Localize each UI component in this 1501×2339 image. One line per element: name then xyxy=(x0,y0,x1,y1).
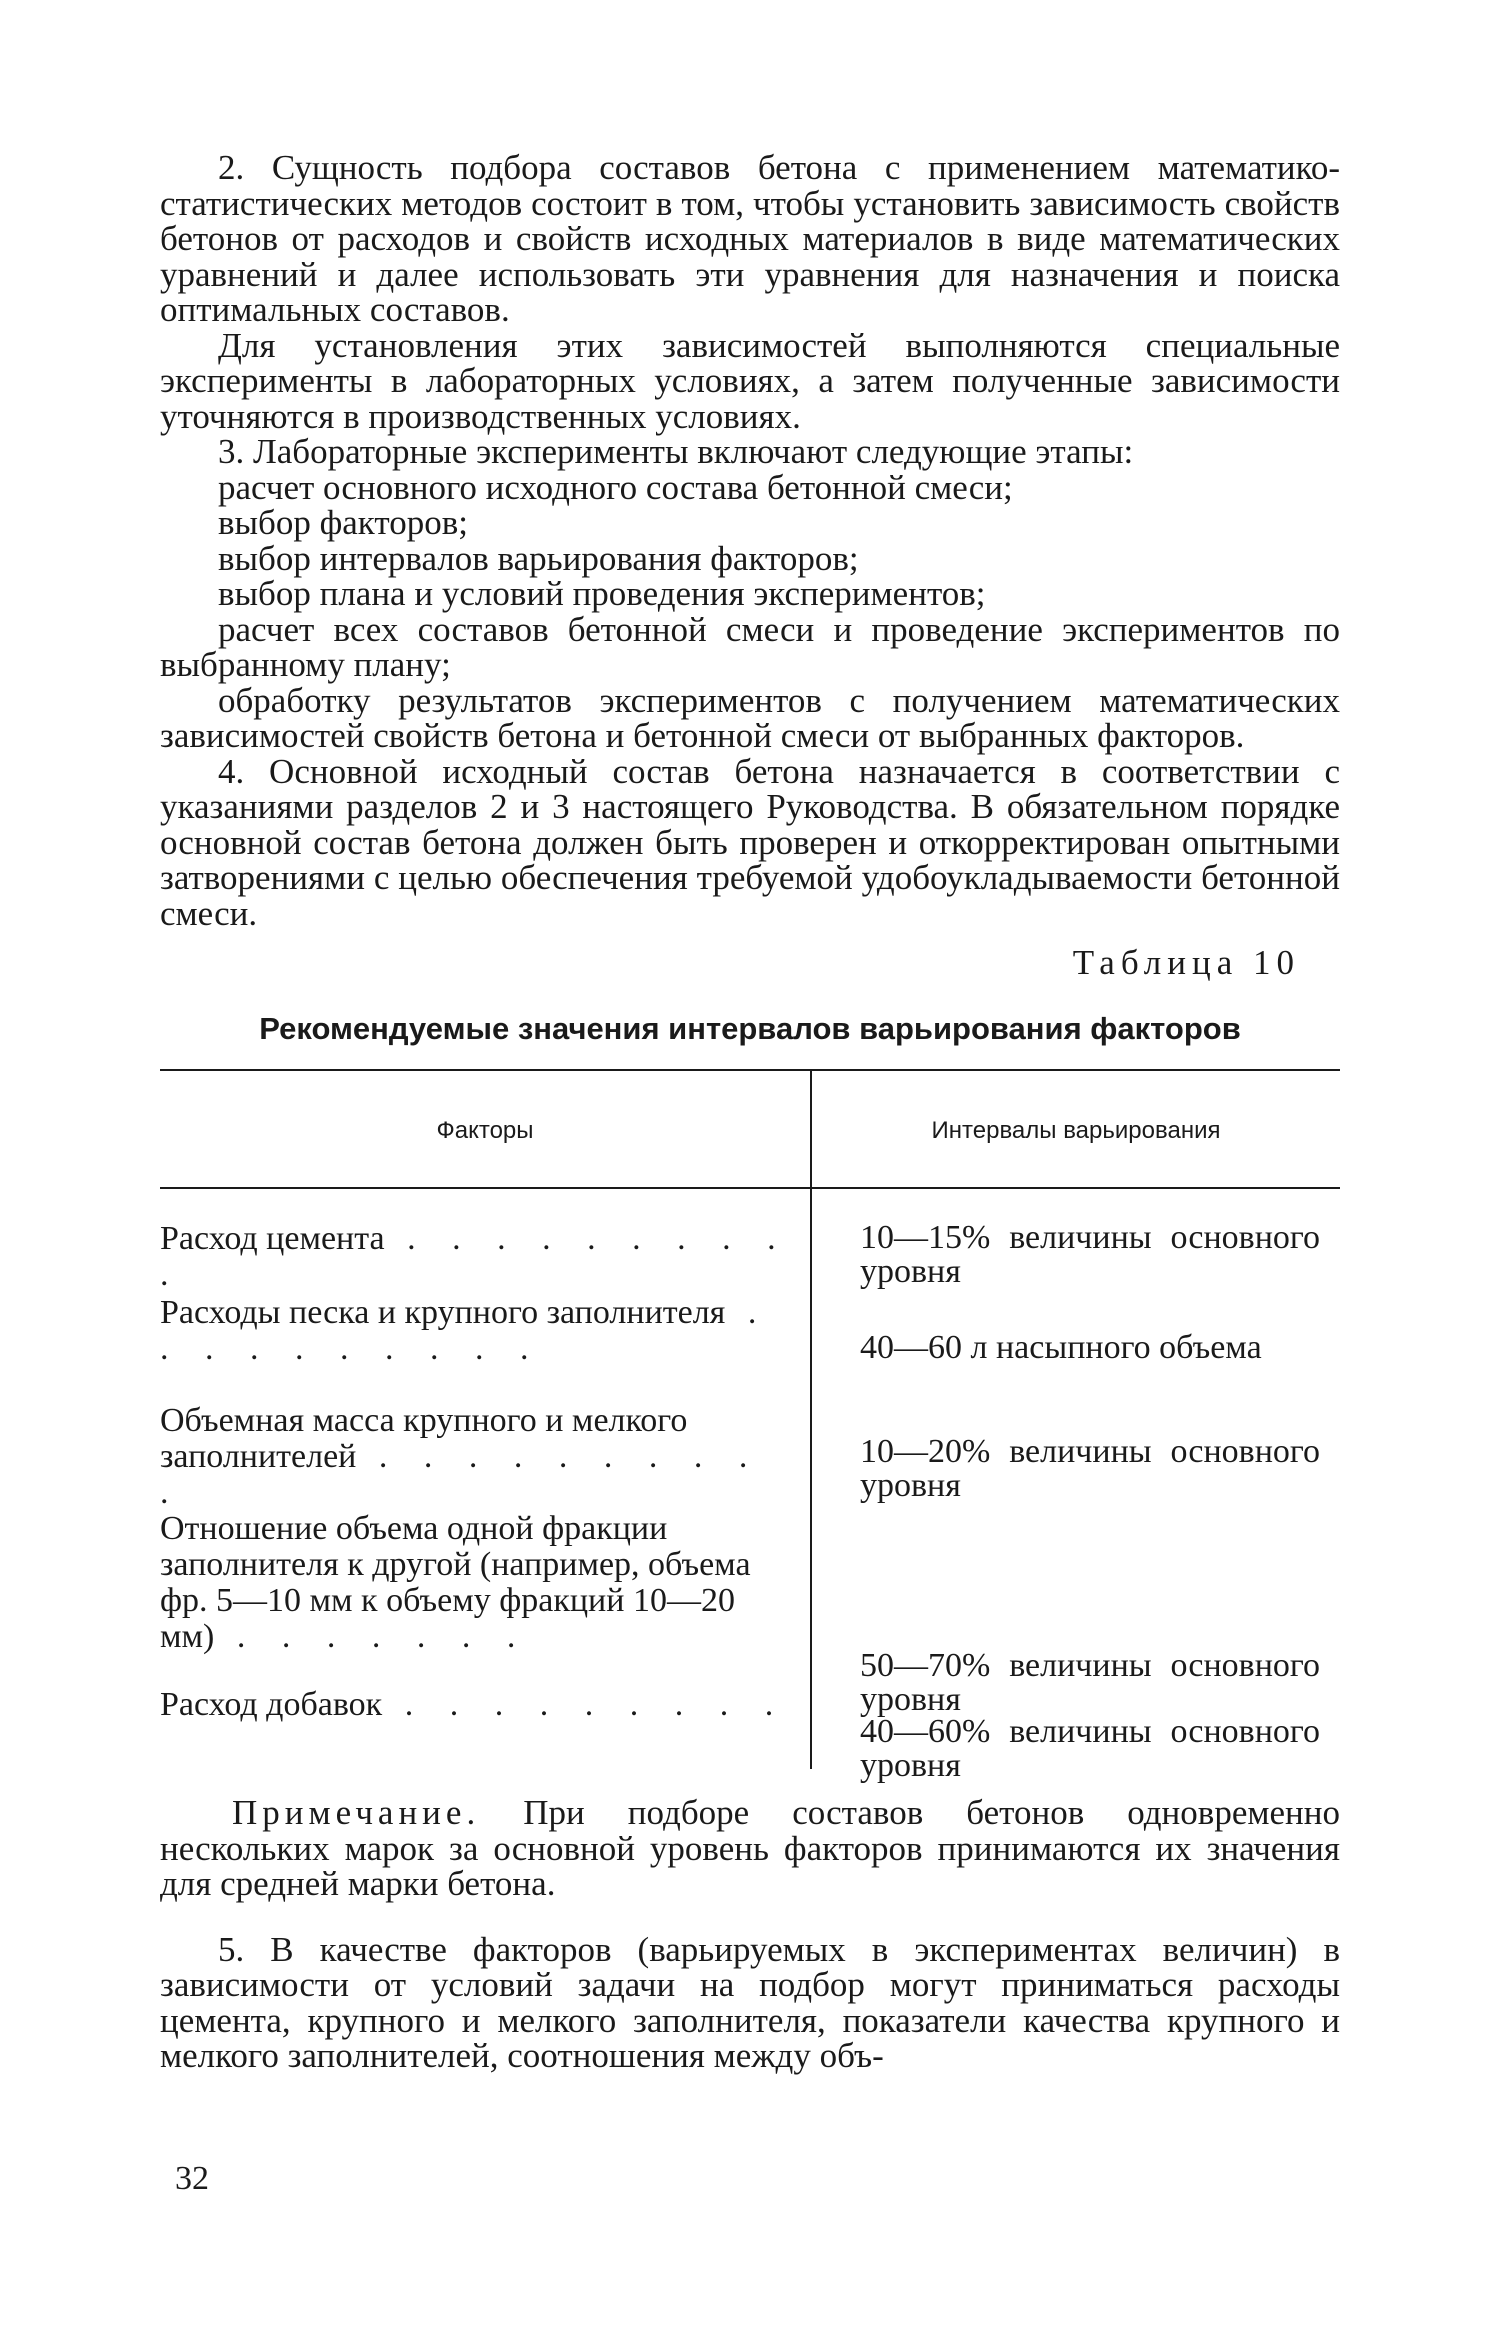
list-item: выбор интервалов варьирования факторов; xyxy=(218,538,859,578)
list-item: обработку результатов экспериментов с получением математических зависимостей свойств бетона и бетонной смеси от выбранных факторов. xyxy=(160,680,1340,755)
section-2-paragraph: 2. Сущность подбора составов бетона с применением математико-статистических методов состоит в том, чтобы установить зависимость свойств бетонов от расходов и свойств исходных материалов в виде математических уравнений и далее использовать эти уравнения для назначения и поиска оптимальных составов. xyxy=(160,148,1340,329)
section-2-paragraph-2: Для установления этих зависимостей выполняются специальные эксперименты в лабораторных условиях, а затем полученные зависимости уточняются в производственных условиях. xyxy=(160,325,1340,436)
table-row-interval: 40—60 л насыпного объема xyxy=(860,1329,1262,1366)
table-row-factor: Расход цемента . . . . . . . . . . xyxy=(160,1220,790,1293)
table-row-factor: Отношение объема одной фракции заполнителя к другой (например, объема фр. 5—10 мм к объему фракций 10—20 мм) . . . . . . . xyxy=(160,1510,751,1655)
table-row-interval: 50—70% величины основного уровня xyxy=(860,1647,1320,1718)
table-top-rule xyxy=(160,1069,1340,1071)
list-item: выбор факторов; xyxy=(218,503,468,542)
section-4-paragraph: 4. Основной исходный состав бетона назначается в соответствии с указаниями разделов 2 и 3 настоящего Руководства. В обязательном порядке основной состав бетона должен быть проверен и откорректирован опытными затворениями с целью обеспечения требуемой удобоукладываемости бетонной смеси. xyxy=(160,751,1340,933)
table-title: Рекомендуемые значения интервалов варьирования факторов xyxy=(259,1011,1241,1046)
table-header-rule xyxy=(160,1187,1340,1189)
table-row-factor: Расход добавок . . . . . . . . . xyxy=(160,1686,788,1723)
list-item: расчет основного исходного состава бетонной смеси; xyxy=(218,467,1013,507)
table-note xyxy=(160,1795,1340,1902)
table-row-factor: Объемная масса крупного и мелкого заполнителей . . . . . . . . . . xyxy=(160,1402,762,1511)
section-5-paragraph: 5. В качестве факторов (варьируемых в экспериментах величин) в зависимости от условий задачи на подбор могут приниматься расходы цемента, крупного и мелкого заполнителя, показатели качества крупного и мелкого заполнителей, соотношения между объ- xyxy=(160,1929,1340,2075)
table-caption: Таблица 10 xyxy=(1072,943,1300,982)
page-number: 32 xyxy=(175,2160,209,2197)
table-row-interval: 10—15% величины основного уровня xyxy=(860,1219,1320,1290)
table-row-interval: 10—20% величины основного уровня xyxy=(860,1433,1320,1504)
table-column-divider xyxy=(810,1069,812,1769)
section-3-list xyxy=(160,467,1340,755)
table-row-factor: Расходы песка и крупного заполнителя . . . . . . . . . . xyxy=(160,1294,771,1367)
page-content xyxy=(160,150,1340,2074)
list-item: выбор плана и условий проведения экспериментов; xyxy=(218,574,986,613)
table-row-interval: 40—60% величины основного уровня xyxy=(860,1713,1320,1784)
table-header-intervals: Интервалы варьирования xyxy=(931,1117,1221,1144)
factors-table xyxy=(160,1069,1340,1789)
list-item: расчет всех составов бетонной смеси и проведение экспериментов по выбранному плану; xyxy=(160,609,1340,684)
note-label: Примечание. xyxy=(232,1793,481,1832)
note-text: При подборе составов бетонов одновременно нескольких марок за основной уровень факторов принимаются их значения для средней марки бетона. xyxy=(160,1793,1340,1903)
section-3-intro: 3. Лабораторные эксперименты включают следующие этапы: xyxy=(218,432,1134,471)
table-header-factors: Факторы xyxy=(436,1117,534,1144)
